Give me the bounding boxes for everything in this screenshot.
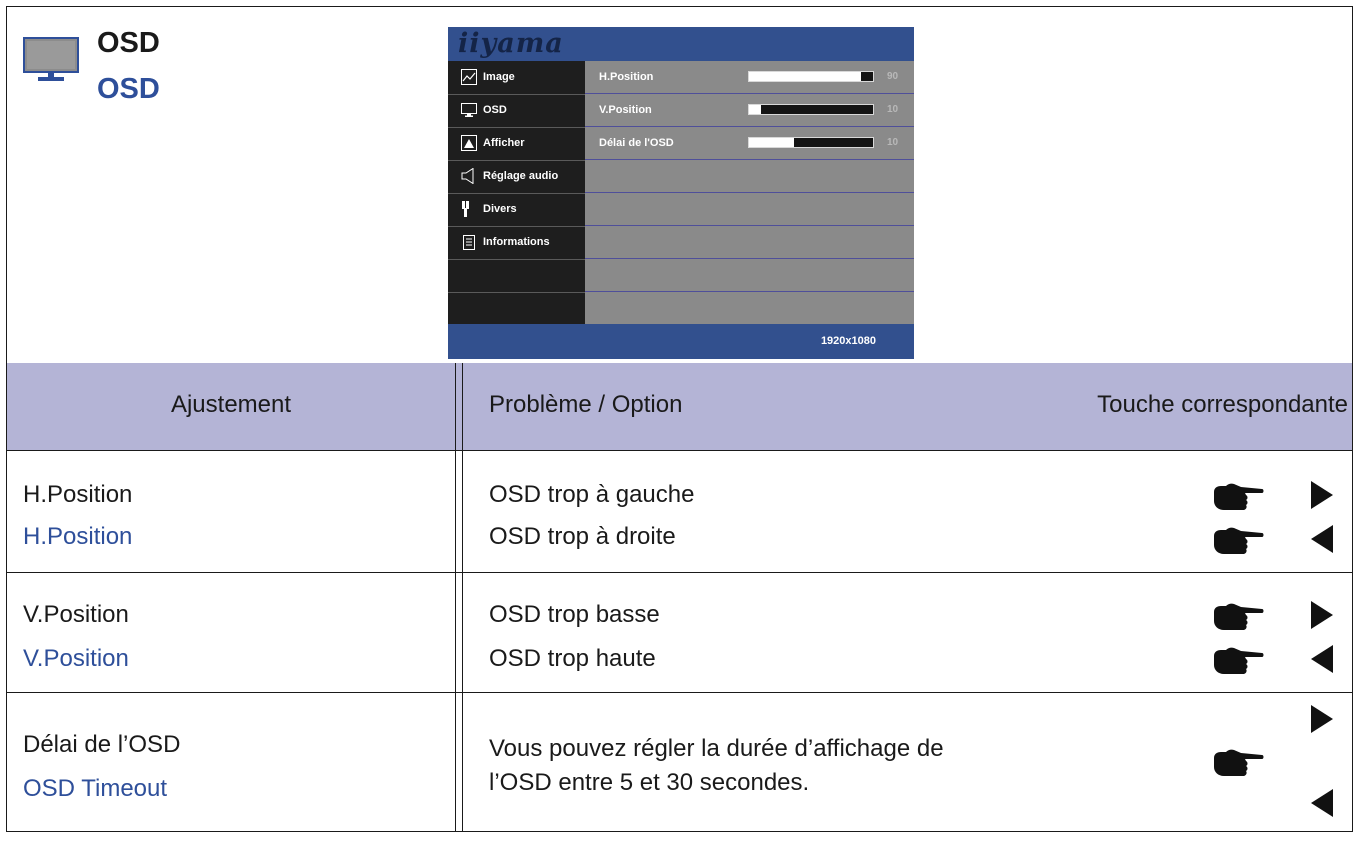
pointing-hand-icon xyxy=(1212,483,1264,511)
osd-menu-item-divers[interactable] xyxy=(448,193,585,227)
section-subtitle: OSD xyxy=(97,73,160,105)
display-icon xyxy=(461,135,477,151)
table-header xyxy=(7,363,1352,451)
monitor-icon xyxy=(461,102,477,118)
pointing-hand-icon xyxy=(1212,647,1264,675)
option-text: OSD trop à droite xyxy=(489,523,676,550)
setting-value: 90 xyxy=(887,71,899,82)
monitor-icon xyxy=(23,37,79,83)
left-arrow-button[interactable] xyxy=(1311,645,1333,673)
osd-empty-row xyxy=(585,160,914,193)
table-row-osd-timeout xyxy=(7,693,1352,833)
slider-fill xyxy=(749,138,794,147)
osd-empty-row xyxy=(585,226,914,259)
osd-menu-label: OSD xyxy=(483,104,507,116)
page-frame xyxy=(6,6,1353,832)
adjustment-subname: OSD Timeout xyxy=(23,775,168,802)
osd-menu-item-afficher[interactable] xyxy=(448,127,585,161)
adjustment-name: V.Position xyxy=(23,601,129,628)
right-arrow-button[interactable] xyxy=(1311,481,1333,509)
adjustment-subname: V.Position xyxy=(23,645,129,672)
adjustment-subname: H.Position xyxy=(23,523,133,550)
setting-value: 10 xyxy=(887,104,899,115)
option-text: OSD trop haute xyxy=(489,645,656,672)
adjustment-name: Délai de l’OSD xyxy=(23,731,181,758)
osd-header xyxy=(448,27,914,61)
left-arrow-button[interactable] xyxy=(1311,789,1333,817)
column-divider xyxy=(455,363,463,831)
osd-section xyxy=(7,7,1352,364)
osd-menu-label: Informations xyxy=(483,236,550,248)
slider-fill xyxy=(749,72,861,81)
osd-menu xyxy=(448,61,585,324)
osd-settings xyxy=(585,61,914,324)
osd-setting-timeout[interactable] xyxy=(585,127,914,160)
osd-menu-label: Réglage audio xyxy=(483,170,559,182)
wrench-icon xyxy=(461,201,477,217)
left-arrow-button[interactable] xyxy=(1311,525,1333,553)
option-text: Vous pouvez régler la durée d’affichage de xyxy=(489,735,944,762)
osd-menu-item-audio[interactable] xyxy=(448,160,585,194)
image-icon xyxy=(461,69,477,85)
pointing-hand-icon xyxy=(1212,527,1264,555)
table-row-v-position xyxy=(7,573,1352,693)
header-problem: Problème / Option xyxy=(489,391,683,418)
clipboard-icon xyxy=(461,234,477,250)
osd-menu-item-image[interactable] xyxy=(448,61,585,95)
adjustment-name: H.Position xyxy=(23,481,133,508)
osd-menu-item-informations[interactable] xyxy=(448,226,585,260)
pointing-hand-icon xyxy=(1212,749,1264,777)
speaker-icon xyxy=(461,168,477,184)
osd-footer xyxy=(448,324,914,359)
option-text: OSD trop à gauche xyxy=(489,481,695,508)
setting-label: H.Position xyxy=(599,71,654,83)
section-title: OSD xyxy=(97,27,160,59)
osd-menu-empty xyxy=(448,259,585,293)
option-text: OSD trop basse xyxy=(489,601,660,628)
osd-menu-label: Afficher xyxy=(483,137,525,149)
osd-setting-v-position[interactable] xyxy=(585,94,914,127)
osd-menu-item-osd[interactable] xyxy=(448,94,585,128)
table-row-h-position xyxy=(7,451,1352,573)
right-arrow-button[interactable] xyxy=(1311,705,1333,733)
osd-empty-row xyxy=(585,193,914,226)
setting-value: 10 xyxy=(887,137,899,148)
pointing-hand-icon xyxy=(1212,603,1264,631)
osd-setting-h-position[interactable] xyxy=(585,61,914,94)
header-key: Touche correspondante xyxy=(1097,391,1348,418)
option-text: l’OSD entre 5 et 30 secondes. xyxy=(489,769,810,796)
resolution-readout: 1920x1080 xyxy=(820,335,876,347)
setting-label: Délai de l'OSD xyxy=(599,137,674,149)
osd-menu-label: Image xyxy=(483,71,515,83)
setting-slider[interactable] xyxy=(748,71,874,82)
setting-slider[interactable] xyxy=(748,137,874,148)
osd-empty-row xyxy=(585,259,914,292)
iiyama-logo: iiyama xyxy=(458,28,564,59)
header-adjustment: Ajustement xyxy=(170,391,292,418)
osd-menu-label: Divers xyxy=(483,203,517,215)
slider-fill xyxy=(749,105,761,114)
osd-screen xyxy=(448,27,914,359)
setting-slider[interactable] xyxy=(748,104,874,115)
right-arrow-button[interactable] xyxy=(1311,601,1333,629)
setting-label: V.Position xyxy=(599,104,652,116)
